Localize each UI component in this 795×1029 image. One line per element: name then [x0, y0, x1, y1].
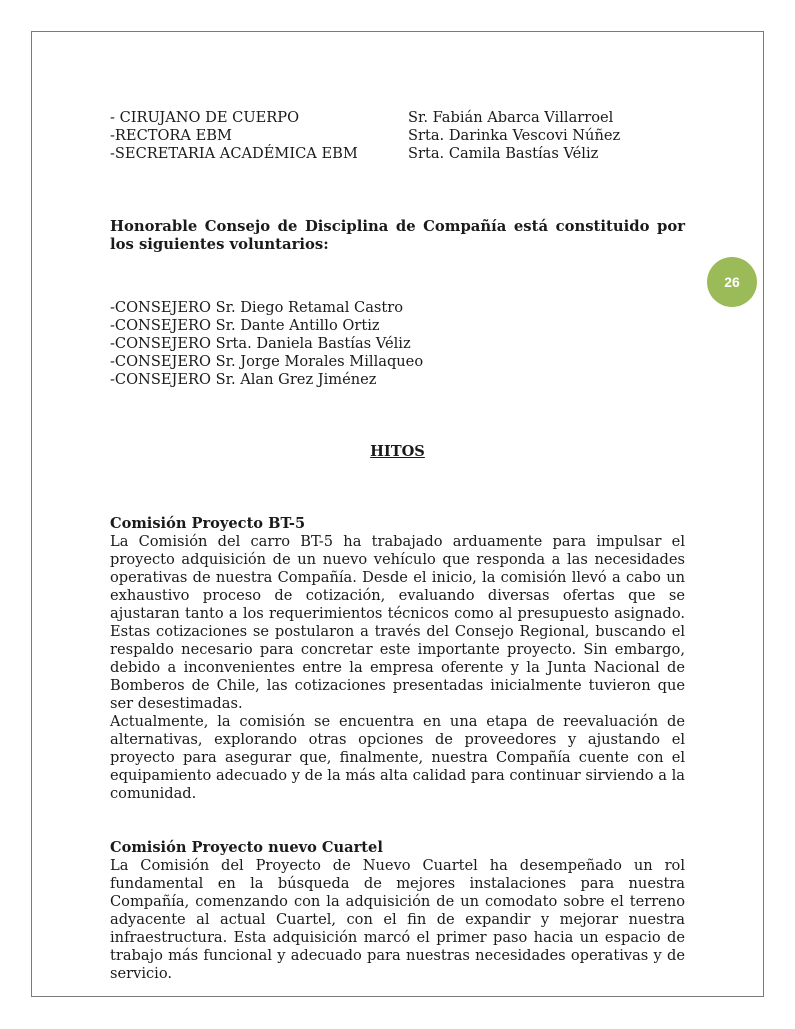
officer-row: [110, 109, 685, 127]
officer-name: Srta. Darinka Vescovi Núñez: [408, 127, 621, 144]
officer-name: Sr. Fabián Abarca Villarroel: [408, 109, 614, 126]
officer-row: [110, 127, 685, 145]
officer-role: - CIRUJANO DE CUERPO: [110, 109, 300, 126]
council-member: -CONSEJERO Sr. Diego Retamal Castro: [110, 299, 404, 316]
council-member: -CONSEJERO Sr. Dante Antillo Ortiz: [110, 317, 380, 334]
section-paragraph: La Comisión del carro BT-5 ha trabajado arduamente para impulsar el proyecto adquisición de un nuevo vehículo que responda a las necesidades operativas de nuestra Compañía. Desde el inicio, la comisión llevó a cabo un exhaustivo proceso de cotización, evaluando diversas ofertas que se ajustaran tanto a los requerimientos técnicos como al presupuesto asignado. Estas cotizaciones se postularon a través del Consejo Regional, buscando el respaldo necesario para concretar este importante proyecto. Sin embargo, debido a inconvenientes entre la empresa oferente y la Junta Nacional de Bomberos de Chile, las cotizaciones presentadas inicialmente tuvieron que ser desestimadas.: [110, 533, 685, 712]
council-members-list: [110, 299, 685, 389]
officer-role: -RECTORA EBM: [110, 127, 232, 144]
section-paragraph: La Comisión del Proyecto de Nuevo Cuartel ha desempeñado un rol fundamental en la búsqueda de mejores instalaciones para nuestra Compañía, comenzando con la adquisición de un comodato sobre el terreno adyacente al actual Cuartel, con el fin de expandir y mejorar nuestra infraestructura. Esta adquisición marcó el primer paso hacia un espacio de trabajo más funcional y adecuado para nuestras necesidades operativas y de servicio.: [110, 857, 685, 982]
council-heading: Honorable Consejo de Disciplina de Compañía está constituido por los siguientes voluntarios:: [110, 218, 685, 253]
council-member: -CONSEJERO Sr. Jorge Morales Millaqueo: [110, 353, 424, 370]
officers-list: [110, 109, 685, 163]
page-number-badge: 26: [707, 257, 757, 307]
officer-role: -SECRETARIA ACADÉMICA EBM: [110, 145, 358, 162]
section-title: Comisión Proyecto BT-5: [110, 515, 306, 532]
section-bt5: [110, 515, 685, 803]
section-nuevo-cuartel: [110, 839, 685, 983]
page-content: [110, 109, 685, 983]
officer-row: [110, 145, 685, 163]
section-paragraph: Actualmente, la comisión se encuentra en una etapa de reevaluación de alternativas, explorando otras opciones de proveedores y ajustando el proyecto para asegurar que, finalmente, nuestra Compañía cuente con el equipamiento adecuado y de la más alta calidad para continuar sirviendo a la comunidad.: [110, 713, 685, 802]
council-member: -CONSEJERO Sr. Alan Grez Jiménez: [110, 371, 377, 388]
hitos-heading: HITOS: [370, 443, 425, 460]
section-title: Comisión Proyecto nuevo Cuartel: [110, 839, 383, 856]
council-member: -CONSEJERO Srta. Daniela Bastías Véliz: [110, 335, 411, 352]
officer-name: Srta. Camila Bastías Véliz: [408, 145, 599, 162]
